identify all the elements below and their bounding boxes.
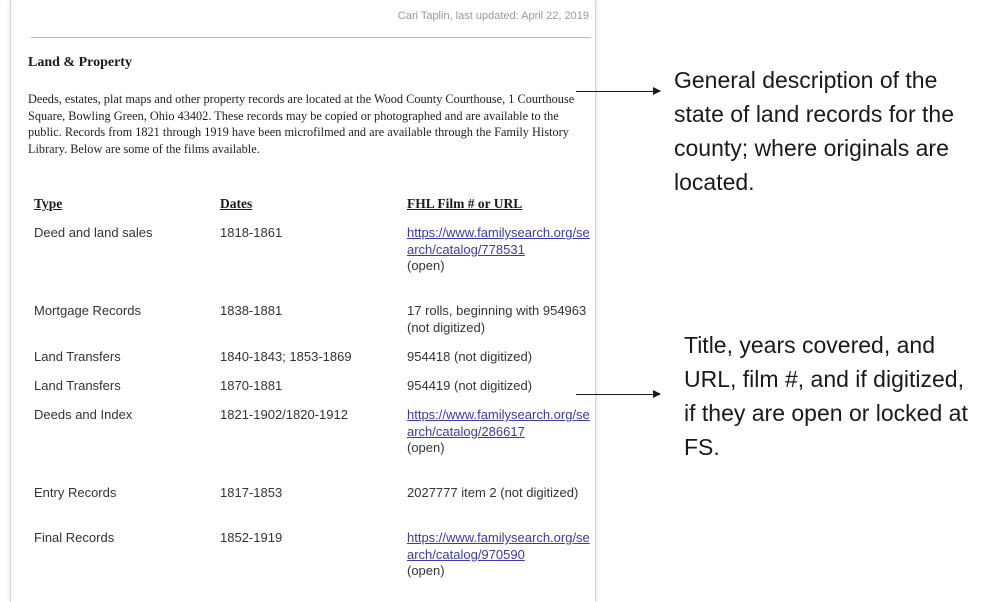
row-4-fhl: 954419 (not digitized) (407, 378, 533, 393)
row-2-dates: 1838-1881 (220, 303, 283, 318)
annotation-arrow-middle (576, 394, 660, 395)
row-2-type: Mortgage Records (34, 303, 141, 318)
row-4-dates: 1870-1881 (220, 378, 283, 393)
column-header-dates: Dates (220, 196, 253, 211)
row-6-type: Entry Records (34, 485, 117, 500)
row-1-catalog-link[interactable]: https://www.familysearch.org/search/catalog/778531 (407, 225, 590, 257)
row-6-dates: 1817-1853 (220, 485, 283, 500)
row-5-catalog-link[interactable]: https://www.familysearch.org/search/catalog/286617 (407, 407, 590, 439)
row-3-fhl: 954418 (not digitized) (407, 349, 533, 364)
annotation-arrow-top (576, 91, 660, 92)
section-description: Deeds, estates, plat maps and other property records are located at the Wood County Courthouse, 1 Courthouse Square, Bowling Green, Ohio 43402. These records may be copied or photographed and are available to the public. Records from 1821 through 1919 have been microfilmed and are available through the Family History Library. Below are some of the films available. (28, 92, 575, 156)
document-page (10, 0, 596, 602)
row-1-dates: 1818-1861 (220, 225, 283, 240)
annotation-table-note: Title, years covered, and URL, film #, and if digitized, if they are open or locked at FS. (684, 332, 968, 460)
column-header-type: Type (34, 196, 63, 211)
row-7-dates: 1852-1919 (220, 530, 283, 545)
row-5-access-status: (open) (407, 440, 445, 455)
author-updated-line: Cari Taplin, last updated: April 22, 2019 (397, 10, 589, 22)
row-7-fhl (407, 530, 592, 580)
row-7-catalog-link[interactable]: https://www.familysearch.org/search/catalog/970590 (407, 530, 590, 562)
row-7-type: Final Records (34, 530, 115, 545)
row-5-dates: 1821-1902/1820-1912 (220, 407, 348, 422)
row-7-access-status: (open) (407, 563, 445, 578)
row-5-type: Deeds and Index (34, 407, 133, 422)
row-1-access-status: (open) (407, 258, 445, 273)
row-4-type: Land Transfers (34, 378, 121, 393)
row-6-fhl: 2027777 item 2 (not digitized) (407, 485, 579, 500)
row-3-dates: 1840-1843; 1853-1869 (220, 349, 352, 364)
row-5-fhl (407, 407, 592, 457)
row-2-fhl: 17 rolls, beginning with 954963 (not digitized) (407, 303, 587, 335)
row-1-fhl (407, 225, 592, 275)
annotation-description-note: General description of the state of land records for the county; where originals are located. (674, 67, 954, 195)
column-header-fhl: FHL Film # or URL (407, 196, 523, 211)
row-1-type: Deed and land sales (34, 225, 153, 240)
row-3-type: Land Transfers (34, 349, 121, 364)
section-title: Land & Property (28, 55, 132, 70)
header-divider (31, 37, 591, 38)
